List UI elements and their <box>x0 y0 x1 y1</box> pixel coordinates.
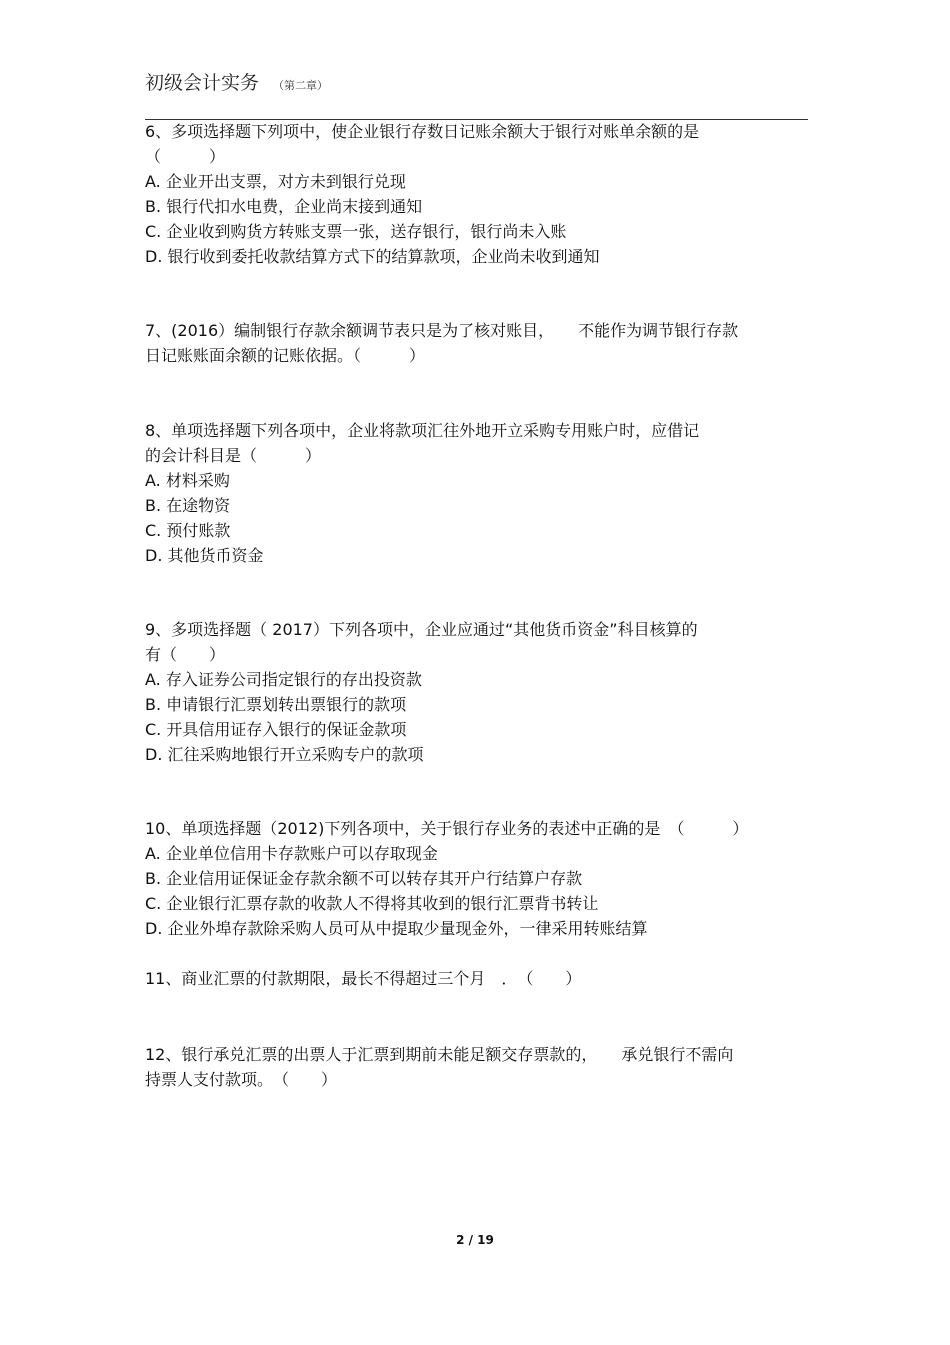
question-stem-line: （ ） <box>145 147 226 166</box>
option-d: D. 银行收到委托收款结算方式下的结算款项，企业尚未收到通知 <box>145 247 600 266</box>
option-b: B. 银行代扣水电费，企业尚末接到通知 <box>145 197 423 216</box>
option-c: C. 企业银行汇票存款的收款人不得将其收到的银行汇票背书转让 <box>145 894 599 913</box>
question-11 <box>145 966 808 991</box>
option-b: B. 申请银行汇票划转出票银行的款项 <box>145 695 407 714</box>
option-d: D. 其他货币资金 <box>145 546 264 565</box>
header-title: 初级会计实务 <box>145 72 260 94</box>
question-stem-line: 11、商业汇票的付款期限，最长不得超过三个月 ． （ ） <box>145 969 582 988</box>
option-a: A. 企业开出支票，对方未到银行兑现 <box>145 172 406 191</box>
question-stem-line: 日记账账面余额的记账依据。（ ） <box>145 346 426 365</box>
option-d: D. 汇往采购地银行开立采购专户的款项 <box>145 745 424 764</box>
question-stem-line: 7、(2016）编制银行存款余额调节表只是为了核对账目， 不能作为调节银行存款 <box>145 321 739 340</box>
question-stem-line: 的会计科目是（ ） <box>145 446 322 465</box>
option-a: A. 企业单位信用卡存款账户可以存取现金 <box>145 844 438 863</box>
page-number: 2 / 19 <box>456 1233 494 1247</box>
option-c: C. 预付账款 <box>145 521 231 540</box>
option-c: C. 企业收到购货方转账支票一张，送存银行，银行尚未入账 <box>145 222 567 241</box>
question-stem-line: 有（ ） <box>145 645 226 664</box>
page-header <box>145 68 328 95</box>
question-8 <box>145 418 808 568</box>
option-b: B. 在途物资 <box>145 496 231 515</box>
option-a: A. 存入证券公司指定银行的存出投资款 <box>145 670 422 689</box>
question-6 <box>145 119 808 269</box>
question-9 <box>145 617 808 767</box>
question-stem-line: 10、单项选择题（2012)下列各项中，关于银行存业务的表述中正确的是 （ ） <box>145 819 749 838</box>
option-b: B. 企业信用证保证金存款余额不可以转存其开户行结算户存款 <box>145 869 583 888</box>
question-stem-line: 12、银行承兑汇票的出票人于汇票到期前未能足额交存票款的， 承兑银行不需向 <box>145 1045 734 1064</box>
question-stem-line: 9、多项选择题（ 2017）下列各项中，企业应通过“其他货币资金”科目核算的 <box>145 620 698 639</box>
question-12 <box>145 1042 808 1092</box>
question-stem-line: 6、多项选择题下列项中，使企业银行存数日记账余额大于银行对账单余额的是 <box>145 122 700 141</box>
question-10 <box>145 816 808 941</box>
question-stem-line: 持票人支付款项。 （ ） <box>145 1070 338 1089</box>
question-7 <box>145 318 808 368</box>
option-c: C. 开具信用证存入银行的保证金款项 <box>145 720 407 739</box>
option-d: D. 企业外埠存款除采购人员可从中提取少量现金外，一律采用转账结算 <box>145 919 648 938</box>
option-a: A. 材料采购 <box>145 471 230 490</box>
question-stem-line: 8、单项选择题下列各项中，企业将款项汇往外地开立采购专用账户时，应借记 <box>145 421 700 440</box>
header-chapter: （第二章） <box>273 79 329 92</box>
